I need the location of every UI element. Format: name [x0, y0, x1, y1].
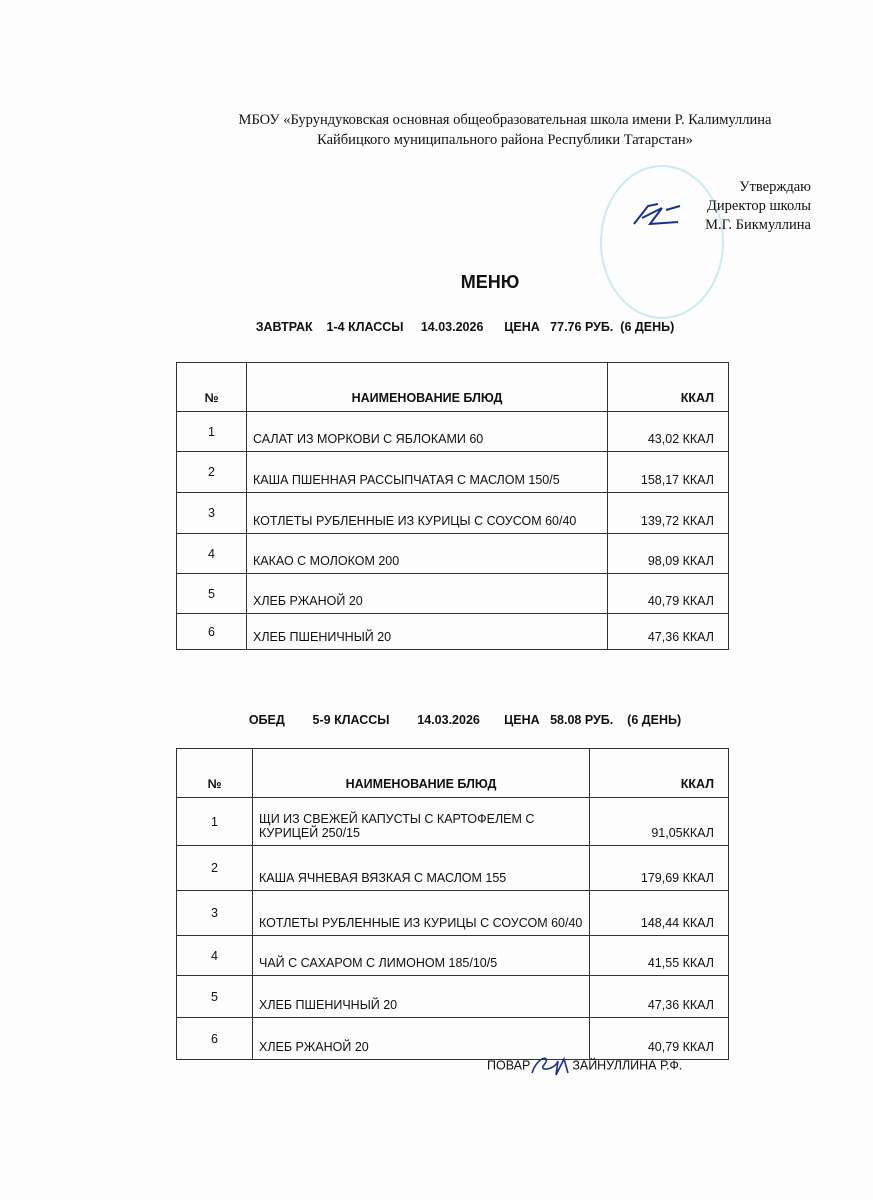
table-row [177, 891, 729, 936]
approval-block [705, 178, 811, 235]
kcal-value: 139,72 ККАЛ [608, 493, 729, 534]
item-number: 3 [177, 891, 253, 936]
table-row [177, 936, 729, 976]
col-number: № [177, 363, 247, 412]
kcal-value: 41,55 ККАЛ [590, 936, 729, 976]
table-row [177, 976, 729, 1018]
item-number: 5 [177, 976, 253, 1018]
table-row [177, 846, 729, 891]
cook-signature-line [487, 1053, 682, 1079]
org-line-2: Кайбицкого муниципального района Республики Татарстан» [317, 132, 693, 148]
item-number: 5 [177, 574, 247, 614]
kcal-value: 91,05ККАЛ [590, 798, 729, 846]
dish-name: ХЛЕБ РЖАНОЙ 20 [253, 1018, 590, 1060]
dish-name: КАША ЯЧНЕВАЯ ВЯЗКАЯ С МАСЛОМ 155 [253, 846, 590, 891]
kcal-value: 47,36 ККАЛ [608, 614, 729, 650]
kcal-value: 47,36 ККАЛ [590, 976, 729, 1018]
approval-name: М.Г. Бикмуллина [705, 217, 811, 233]
kcal-value: 40,79 ККАЛ [590, 1018, 729, 1060]
dish-name: ЩИ ИЗ СВЕЖЕЙ КАПУСТЫ С КАРТОФЕЛЕМ С КУРИЦЕЙ 250/15 [253, 798, 590, 846]
table-row [177, 798, 729, 846]
item-number: 4 [177, 936, 253, 976]
cook-label: ПОВАР [487, 1058, 531, 1073]
dish-name: САЛАТ ИЗ МОРКОВИ С ЯБЛОКАМИ 60 [247, 412, 608, 452]
item-number: 3 [177, 493, 247, 534]
breakfast-table [176, 362, 729, 650]
item-number: 2 [177, 452, 247, 493]
table-row [177, 534, 729, 574]
dish-name: ХЛЕБ ПШЕНИЧНЫЙ 20 [247, 614, 608, 650]
dish-name: ЧАЙ С САХАРОМ С ЛИМОНОМ 185/10/5 [253, 936, 590, 976]
col-kcal: ККАЛ [590, 749, 729, 798]
col-dish-name: НАИМЕНОВАНИЕ БЛЮД [247, 363, 608, 412]
cook-name: ЗАЙНУЛЛИНА Р.Ф. [572, 1058, 683, 1073]
lunch-subtitle: ОБЕД 5-9 КЛАССЫ 14.03.2026 ЦЕНА 58.08 РУБ. (6 ДЕНЬ) [248, 713, 682, 727]
col-dish-name: НАИМЕНОВАНИЕ БЛЮД [253, 749, 590, 798]
org-line-1: МБОУ «Бурундуковская основная общеобразовательная школа имени Р. Калимуллина [238, 112, 772, 128]
dish-name: ХЛЕБ ПШЕНИЧНЫЙ 20 [253, 976, 590, 1018]
table-header-row [177, 363, 729, 412]
col-number: № [177, 749, 253, 798]
lunch-table [176, 748, 729, 1060]
kcal-value: 43,02 ККАЛ [608, 412, 729, 452]
dish-name: КОТЛЕТЫ РУБЛЕННЫЕ ИЗ КУРИЦЫ С СОУСОМ 60/40 [247, 493, 608, 534]
kcal-value: 98,09 ККАЛ [608, 534, 729, 574]
table-row [177, 452, 729, 493]
breakfast-subtitle: ЗАВТРАК 1-4 КЛАССЫ 14.03.2026 ЦЕНА 77.76 РУБ. (6 ДЕНЬ) [255, 320, 675, 334]
kcal-value: 148,44 ККАЛ [590, 891, 729, 936]
table-row [177, 574, 729, 614]
dish-name: ХЛЕБ РЖАНОЙ 20 [247, 574, 608, 614]
table-row [177, 493, 729, 534]
approval-position: Директор школы [707, 198, 811, 214]
organization-header [0, 110, 873, 150]
page-title: МЕНЮ [460, 272, 520, 292]
item-number: 1 [177, 412, 247, 452]
col-kcal: ККАЛ [608, 363, 729, 412]
kcal-value: 179,69 ККАЛ [590, 846, 729, 891]
item-number: 1 [177, 798, 253, 846]
kcal-value: 40,79 ККАЛ [608, 574, 729, 614]
item-number: 6 [177, 614, 247, 650]
dish-name: КАКАО С МОЛОКОМ 200 [247, 534, 608, 574]
item-number: 4 [177, 534, 247, 574]
table-row [177, 614, 729, 650]
item-number: 2 [177, 846, 253, 891]
table-row [177, 412, 729, 452]
director-signature [628, 196, 688, 230]
table-header-row [177, 749, 729, 798]
approval-label: Утверждаю [739, 179, 811, 195]
kcal-value: 158,17 ККАЛ [608, 452, 729, 493]
dish-name: КАША ПШЕННАЯ РАССЫПЧАТАЯ С МАСЛОМ 150/5 [247, 452, 608, 493]
dish-name: КОТЛЕТЫ РУБЛЕННЫЕ ИЗ КУРИЦЫ С СОУСОМ 60/40 [253, 891, 590, 936]
cook-signature [528, 1053, 574, 1079]
item-number: 6 [177, 1018, 253, 1060]
